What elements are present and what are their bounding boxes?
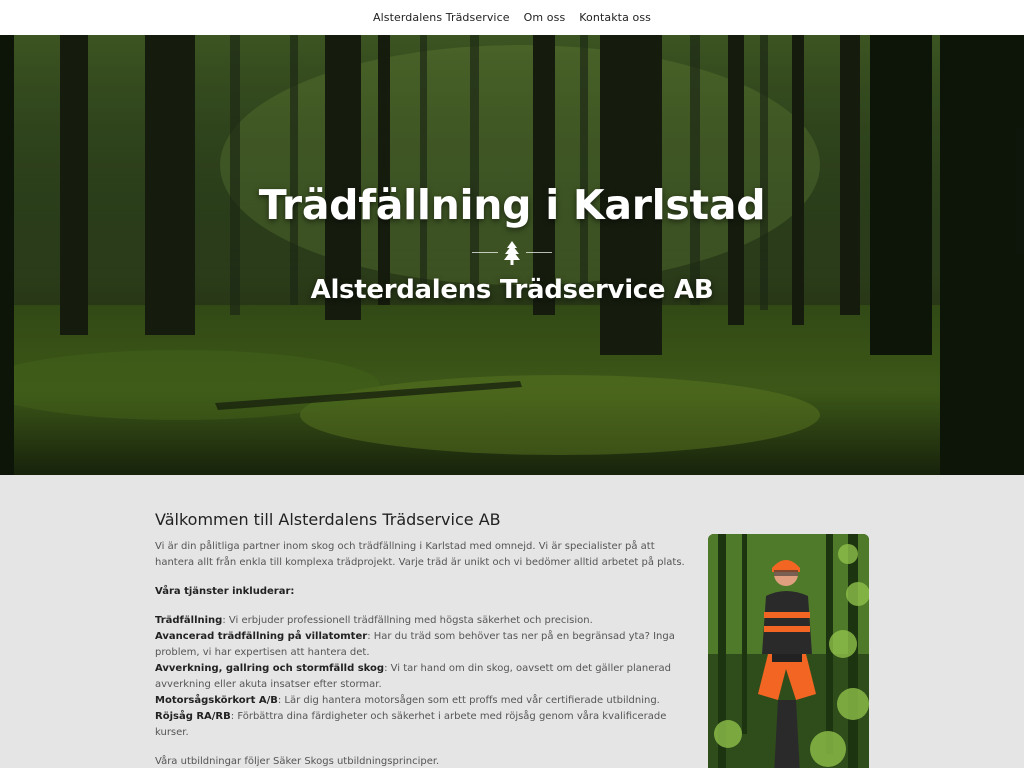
nav-item-home[interactable]: Alsterdalens Trädservice bbox=[372, 11, 510, 24]
list-item: Röjsåg RA/RB: Förbättra dina färdigheter och säkerhet i arbete med röjsåg genom våra kvalificerade kurser. bbox=[155, 711, 667, 738]
welcome-heading: Välkommen till Alsterdalens Trädservice AB bbox=[155, 510, 501, 529]
arborist-photo bbox=[708, 534, 869, 768]
list-item: Trädfällning: Vi erbjuder professionell trädfällning med högsta säkerhet och precision. bbox=[155, 615, 593, 626]
services-list bbox=[155, 613, 695, 741]
services-heading: Våra tjänster inkluderar: bbox=[155, 586, 295, 597]
list-item: Avverkning, gallring och stormfälld skog: Vi tar hand om din skog, oavsett om det gäller planerad avverkning eller akuta insatser efter stormar. bbox=[155, 663, 672, 690]
hero-subtitle: Alsterdalens Trädservice AB bbox=[310, 275, 714, 305]
nav-item-about[interactable]: Om oss bbox=[523, 11, 566, 24]
arborist-image bbox=[708, 534, 869, 768]
main-content bbox=[155, 510, 695, 768]
hero-banner bbox=[0, 35, 1024, 475]
hero-title: Trädfällning i Karlstad bbox=[258, 181, 766, 229]
nav-item-contact[interactable]: Kontakta oss bbox=[579, 11, 652, 24]
hero-divider bbox=[472, 240, 552, 266]
footer-note: Våra utbildningar följer Säker Skogs utbildningsprinciper. bbox=[155, 756, 440, 767]
list-item: Avancerad trädfällning på villatomter: Har du träd som behöver tas ner på en begränsad yta? Inga problem, vi har expertisen att hantera det. bbox=[155, 631, 675, 658]
intro-paragraph: Vi är din pålitliga partner inom skog och trädfällning i Karlstad med omnejd. Vi är specialister på att hantera allt från enkla till komplexa trädprojekt. Varje träd är unikt och vi bedömer alltid arbetet på plats. bbox=[155, 541, 685, 568]
tree-icon bbox=[502, 240, 522, 266]
top-navigation bbox=[0, 0, 1024, 35]
list-item: Motorsågskörkort A/B: Lär dig hantera motorsågen som ett proffs med vår certifierade utbildning. bbox=[155, 695, 660, 706]
